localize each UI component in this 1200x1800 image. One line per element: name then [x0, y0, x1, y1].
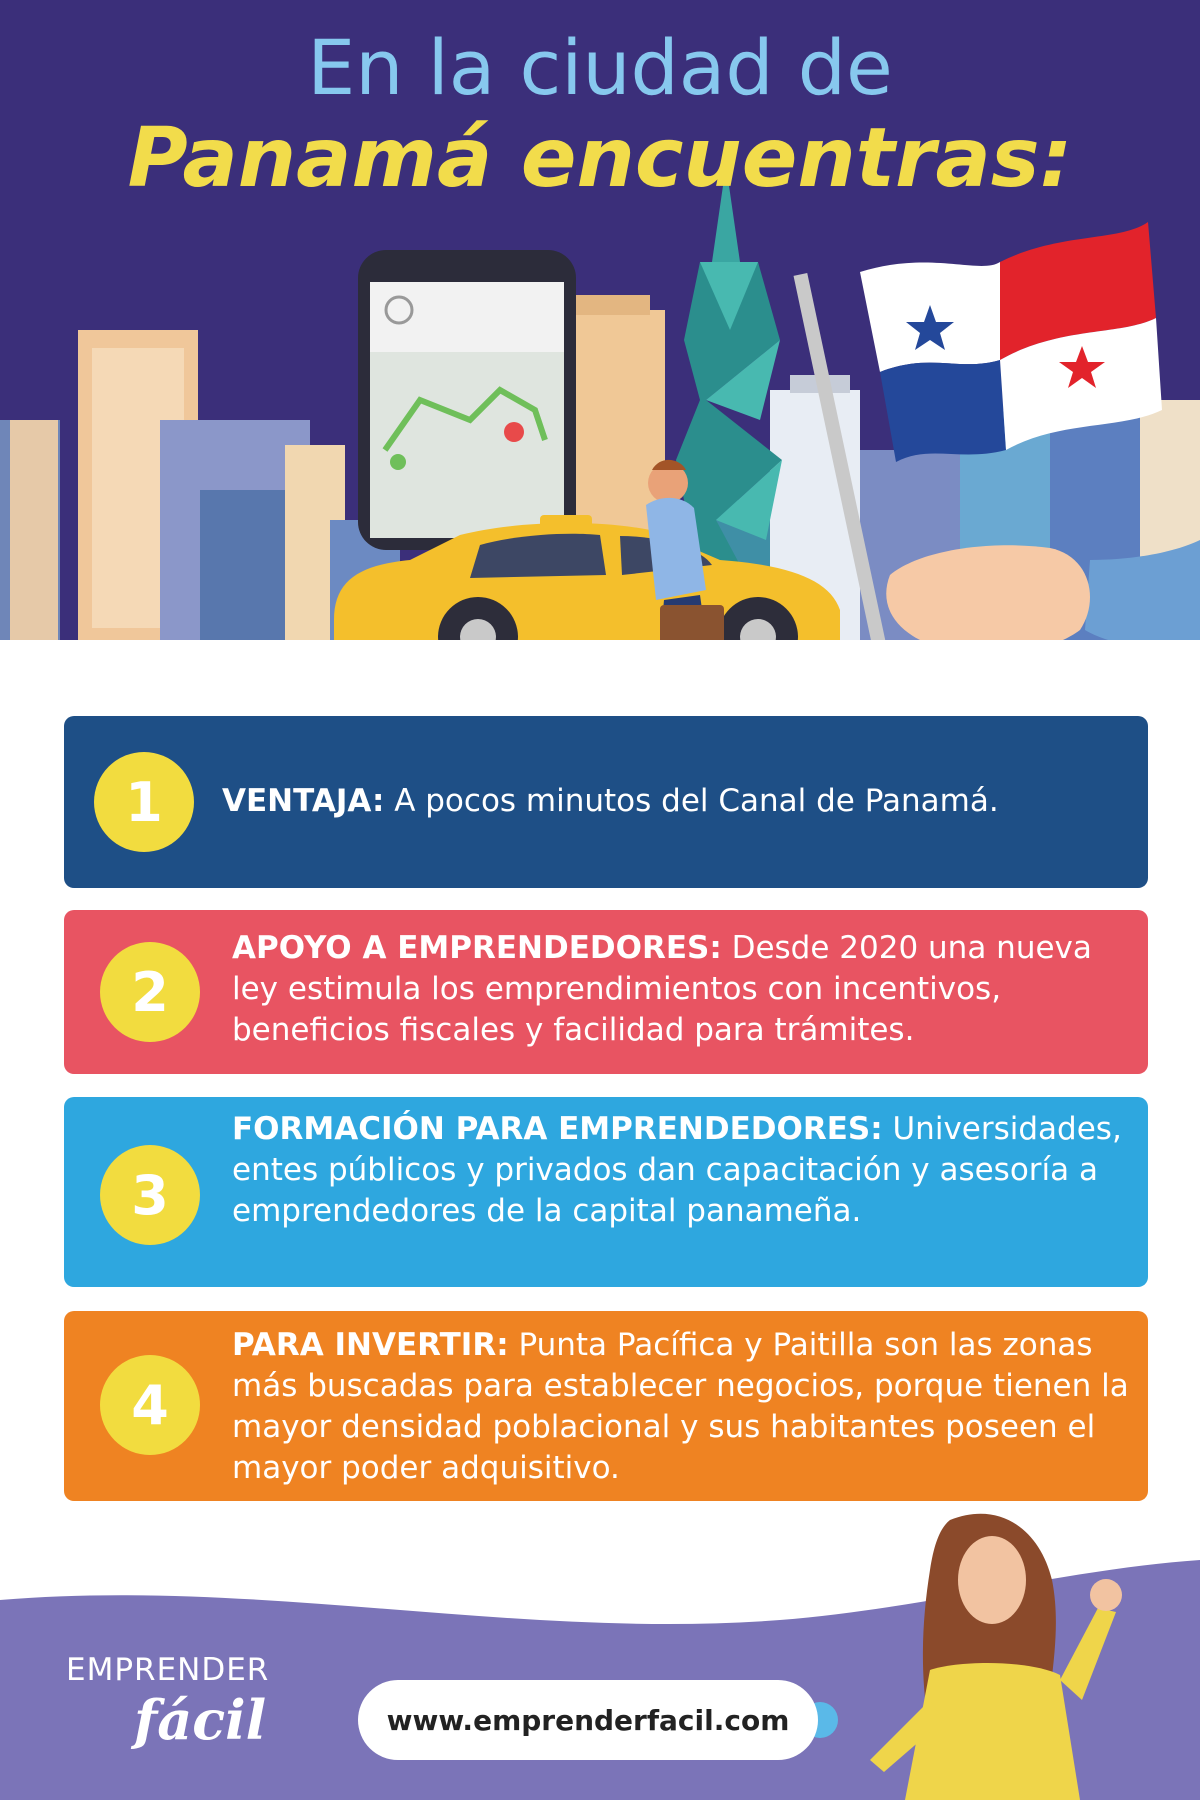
- hero-section: [0, 0, 1200, 680]
- item-text-3: [232, 1109, 1132, 1232]
- item-description-4: Punta Pacífica y Paitilla son las zonas más buscadas para establecer negocios, porque tienen la mayor densidad poblacional y sus habitantes poseen el mayor poder adquisitivo.: [232, 1327, 1129, 1486]
- title-line-1: En la ciudad de: [307, 23, 893, 112]
- item-card-1: [64, 716, 1148, 888]
- number-badge-1: 1: [94, 752, 194, 852]
- item-label-1: VENTAJA:: [222, 783, 385, 819]
- item-description-2: Desde 2020 una nueva ley estimula los emprendimientos con incentivos, beneficios fiscales y facilidad para trámites.: [232, 930, 1092, 1048]
- item-description-3: Universidades, entes públicos y privados dan capacitación y asesoría a emprendedores de la capital panameña.: [232, 1111, 1122, 1229]
- item-label-3: FORMACIÓN PARA EMPRENDEDORES:: [232, 1111, 883, 1147]
- item-label-2: APOYO A EMPRENDEDORES:: [232, 930, 722, 966]
- website-url[interactable]: www.emprenderfacil.com: [386, 1703, 790, 1737]
- item-card-2: [64, 910, 1148, 1074]
- number-badge-3: 3: [100, 1145, 200, 1245]
- logo-text-bottom: fácil: [134, 1688, 267, 1752]
- smartphone-map: [358, 250, 576, 550]
- number-badge-4: 4: [100, 1355, 200, 1455]
- item-card-4: [64, 1311, 1148, 1501]
- item-text-2: [232, 928, 1132, 1051]
- item-text-4: [232, 1325, 1132, 1489]
- title-line-2: Panamá encuentras:: [127, 111, 1073, 206]
- website-button[interactable]: [358, 1680, 818, 1760]
- hero-ground: [0, 640, 1200, 680]
- item-description-1: A pocos minutos del Canal de Panamá.: [384, 783, 999, 819]
- hand: [886, 540, 1200, 654]
- item-text-1: [222, 781, 1122, 822]
- logo-text-top: EMPRENDER: [66, 1652, 270, 1688]
- number-badge-2: 2: [100, 942, 200, 1042]
- item-card-3: [64, 1097, 1148, 1287]
- item-label-4: PARA INVERTIR:: [232, 1327, 509, 1363]
